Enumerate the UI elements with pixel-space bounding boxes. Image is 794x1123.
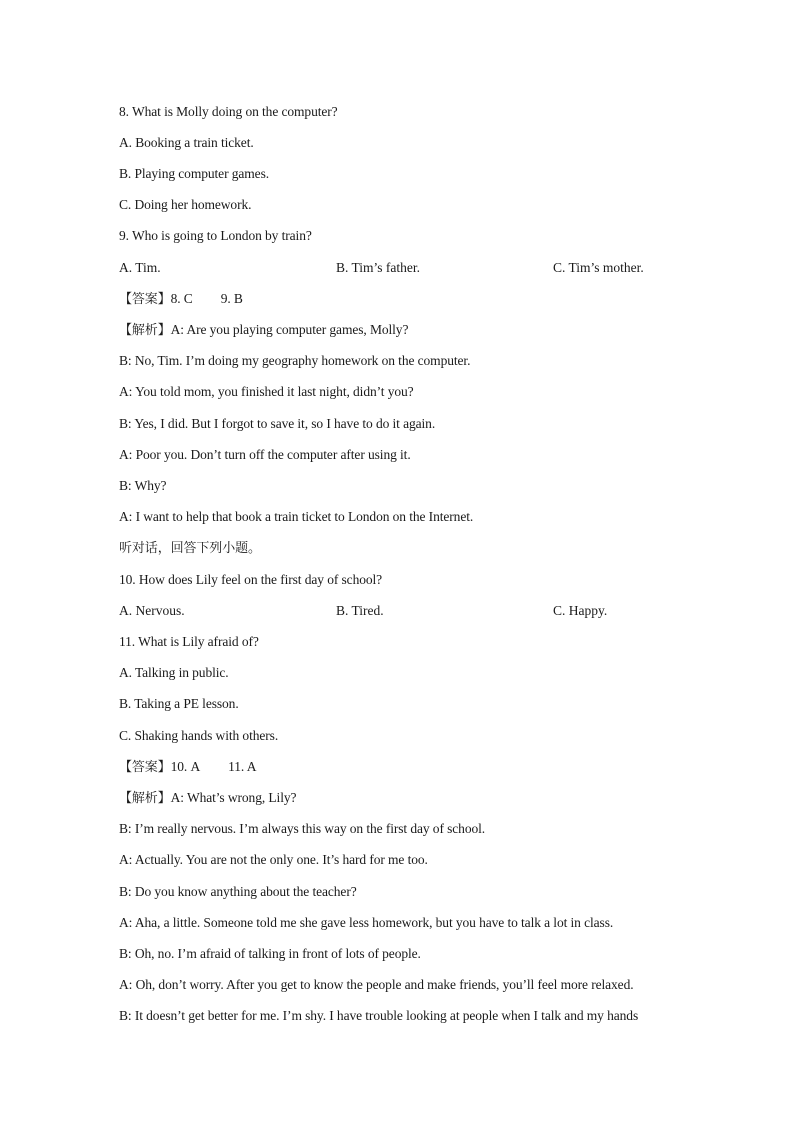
analysis-line-1 xyxy=(119,322,408,339)
question-11: 11. What is Lily afraid of? xyxy=(119,634,259,649)
question-9: 9. Who is going to London by train? xyxy=(119,228,312,243)
q11-option-a: A. Talking in public. xyxy=(119,665,229,680)
dialogue-line: B: I’m really nervous. I’m always this way on the first day of school. xyxy=(119,821,486,836)
dialogue-line: B: Oh, no. I’m afraid of talking in front of lots of people. xyxy=(119,946,421,961)
analysis-label: 【解析】 xyxy=(119,323,171,338)
instruction: 听对话，回答下列小题。 xyxy=(119,541,261,556)
question-10: 10. How does Lily feel on the first day of school? xyxy=(119,572,383,587)
dialogue-line: B: It doesn’t get better for me. I’m shy. I have trouble looking at people when I talk and my hands xyxy=(119,1008,639,1023)
dialogue-line: A: I want to help that book a train ticket to London on the Internet. xyxy=(119,509,474,524)
answer-8: 8. C xyxy=(170,291,193,306)
answer-line-1 xyxy=(119,291,243,308)
answer-label: 【答案】 xyxy=(119,292,171,307)
analysis-line-2 xyxy=(119,790,296,807)
answer-line-2 xyxy=(119,759,256,776)
dialogue-line: B: Why? xyxy=(119,478,167,493)
dialogue-line: B: Do you know anything about the teacher? xyxy=(119,884,357,899)
q10-option-c: C. Happy. xyxy=(553,603,608,618)
q9-option-c: C. Tim’s mother. xyxy=(553,260,644,275)
dialogue-line: A: What’s wrong, Lily? xyxy=(170,790,297,805)
answer-10: 10. A xyxy=(170,759,201,774)
question-8: 8. What is Molly doing on the computer? xyxy=(119,104,338,119)
q10-option-a: A. Nervous. xyxy=(119,603,185,618)
answer-11: 11. A xyxy=(228,759,257,774)
q11-option-b: B. Taking a PE lesson. xyxy=(119,696,239,711)
dialogue-line: A: You told mom, you finished it last night, didn’t you? xyxy=(119,384,414,399)
q8-option-c: C. Doing her homework. xyxy=(119,197,252,212)
q8-option-b: B. Playing computer games. xyxy=(119,166,270,181)
dialogue-line: A: Actually. You are not the only one. It’s hard for me too. xyxy=(119,852,428,867)
q9-option-b: B. Tim’s father. xyxy=(336,260,421,275)
dialogue-line: A: Oh, don’t worry. After you get to know the people and make friends, you’ll feel more relaxed. xyxy=(119,977,634,992)
dialogue-line: A: Poor you. Don’t turn off the computer after using it. xyxy=(119,447,411,462)
q10-option-b: B. Tired. xyxy=(336,603,384,618)
analysis-label: 【解析】 xyxy=(119,791,171,806)
q9-option-a: A. Tim. xyxy=(119,260,161,275)
answer-9: 9. B xyxy=(220,291,243,306)
dialogue-line: A: Are you playing computer games, Molly? xyxy=(170,322,409,337)
dialogue-line: A: Aha, a little. Someone told me she gave less homework, but you have to talk a lot in class. xyxy=(119,915,614,930)
q8-option-a: A. Booking a train ticket. xyxy=(119,135,254,150)
q11-option-c: C. Shaking hands with others. xyxy=(119,728,279,743)
dialogue-line: B: No, Tim. I’m doing my geography homework on the computer. xyxy=(119,353,471,368)
dialogue-line: B: Yes, I did. But I forgot to save it, so I have to do it again. xyxy=(119,416,436,431)
answer-label: 【答案】 xyxy=(119,760,171,775)
